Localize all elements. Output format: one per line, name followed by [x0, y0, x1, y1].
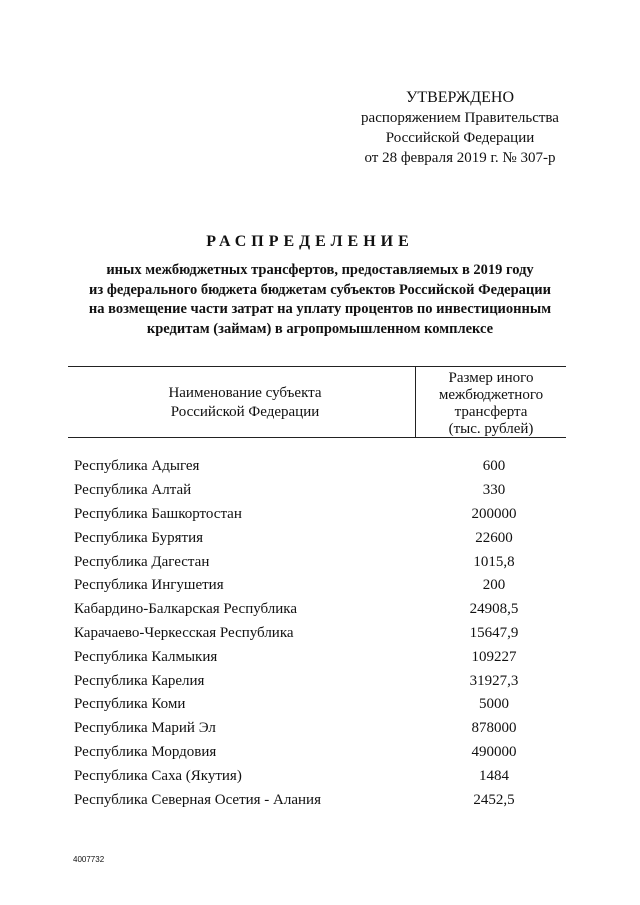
approval-line: от 28 февраля 2019 г. № 307-р [364, 150, 556, 166]
transfer-amount: 1484 [479, 767, 509, 784]
transfer-amount: 600 [482, 458, 506, 475]
table-row [74, 788, 574, 812]
column-header-line: Наименование субъекта [168, 385, 322, 401]
region-name: Республика Северная Осетия - Алания [74, 791, 321, 808]
approval-title: УТВЕРЖДЕНО [405, 89, 514, 106]
column-header-line: Российской Федерации [170, 404, 320, 420]
region-name: Республика Саха (Якутия) [74, 767, 242, 784]
table-row [74, 550, 574, 574]
table-top-rule [68, 366, 566, 367]
table-row [74, 574, 574, 598]
approval-block [330, 88, 590, 168]
region-name: Кабардино-Балкарская Республика [74, 601, 298, 618]
region-name: Республика Башкортостан [74, 505, 242, 522]
region-name: Республика Алтай [74, 482, 192, 499]
transfer-amount: 24908,5 [469, 601, 519, 618]
table-body [74, 455, 574, 812]
table-row [74, 598, 574, 622]
document-code: 4007732 [73, 855, 105, 864]
transfer-amount: 2452,5 [473, 791, 515, 808]
column-header-name [80, 384, 410, 422]
subtitle-line: кредитам (займам) в агропромышленном комплексе [146, 320, 494, 337]
transfer-amount: 330 [482, 482, 506, 499]
subtitle-line: иных межбюджетных трансфертов, предоставляемых в 2019 году [106, 262, 534, 278]
region-name: Республика Калмыкия [74, 648, 218, 665]
table-row [74, 645, 574, 669]
transfer-amount: 5000 [479, 696, 509, 713]
subtitle-line: из федерального бюджета бюджетам субъектов Российской Федерации [89, 281, 551, 298]
region-name: Республика Ингушетия [74, 577, 224, 594]
region-name: Республика Карелия [74, 672, 205, 689]
region-name: Республика Дагестан [74, 553, 210, 570]
table-row [74, 526, 574, 550]
region-name: Республика Бурятия [74, 529, 204, 546]
column-header-value [418, 370, 564, 438]
column-header-line: трансферта [454, 404, 528, 420]
column-header-line: (тыс. рублей) [448, 421, 534, 437]
table-row [74, 455, 574, 479]
table-column-separator [415, 366, 416, 438]
approval-line: Российской Федерации [385, 130, 535, 146]
table-row [74, 622, 574, 646]
transfer-amount: 22600 [475, 529, 513, 546]
subtitle-line: на возмещение части затрат на уплату процентов по инвестиционным [88, 301, 552, 317]
table-row [74, 669, 574, 693]
transfer-amount: 200000 [471, 505, 517, 522]
transfer-amount: 878000 [471, 720, 517, 737]
region-name: Республика Марий Эл [74, 720, 216, 737]
region-name: Республика Мордовия [74, 743, 217, 760]
approval-line: распоряжением Правительства [361, 110, 559, 126]
region-name: Карачаево-Черкесская Республика [74, 624, 294, 641]
table-row [74, 479, 574, 503]
transfer-amount: 1015,8 [473, 553, 515, 570]
transfer-amount: 15647,9 [469, 624, 519, 641]
region-name: Республика Адыгея [74, 458, 200, 475]
table-row [74, 717, 574, 741]
region-name: Республика Коми [74, 696, 186, 713]
table-row [74, 764, 574, 788]
table-row [74, 503, 574, 527]
column-header-line: межбюджетного [438, 387, 544, 403]
table-row [74, 741, 574, 765]
column-header-line: Размер иного [448, 370, 534, 386]
transfer-amount: 490000 [471, 743, 517, 760]
table-row [74, 693, 574, 717]
document-subtitle [40, 261, 600, 339]
transfer-amount: 31927,3 [469, 672, 519, 689]
transfer-amount: 109227 [471, 648, 517, 665]
transfer-amount: 200 [482, 577, 506, 594]
document-heading: РАСПРЕДЕЛЕНИЕ [206, 233, 414, 250]
